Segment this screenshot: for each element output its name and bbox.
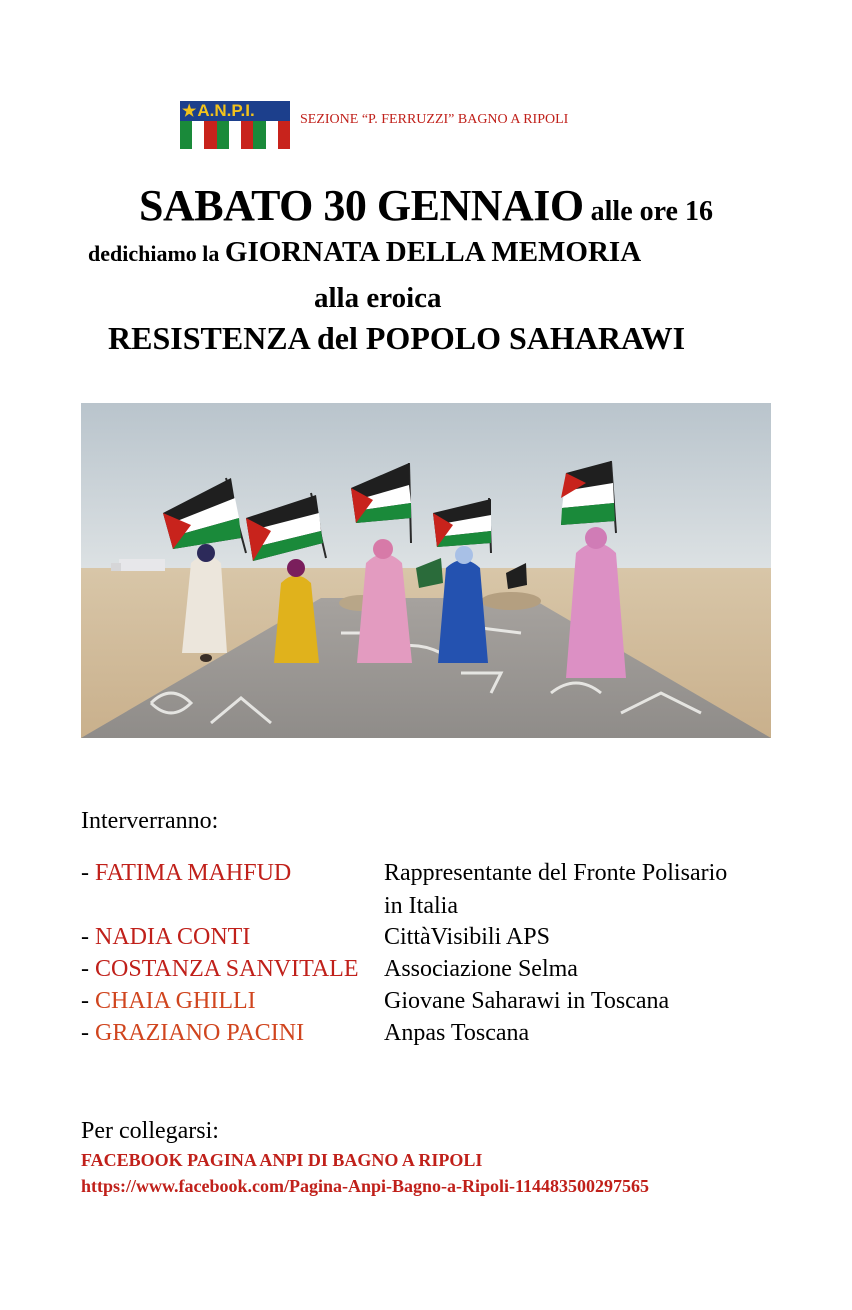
speaker-dash: - <box>81 860 95 886</box>
speaker-row <box>81 924 550 954</box>
section-title: SEZIONE “P. FERRUZZI” BAGNO A RIPOLI <box>300 112 569 127</box>
speaker-name: FATIMA MAHFUD <box>95 860 292 886</box>
logo-flag-stripes <box>180 121 290 149</box>
speakers-intro: Interverranno: <box>81 808 219 834</box>
speaker-row <box>81 860 728 890</box>
dedication-prefix: dedichiamo la <box>88 241 225 266</box>
event-date: SABATO 30 GENNAIO <box>139 181 584 230</box>
speaker-name: GRAZIANO PACINI <box>95 1020 305 1046</box>
speaker-role: CittàVisibili APS <box>384 924 550 950</box>
event-time: alle ore 16 <box>583 196 713 227</box>
headline-line4: RESISTENZA del POPOLO SAHARAWI <box>108 320 686 356</box>
speaker-role: Anpas Toscana <box>384 1020 530 1046</box>
speaker-name: NADIA CONTI <box>95 924 251 950</box>
connect-label: Per collegarsi: <box>81 1118 219 1144</box>
speaker-role: Giovane Saharawi in Toscana <box>384 988 670 1014</box>
event-photo <box>81 403 771 738</box>
speaker-role-line2: in Italia <box>384 893 458 919</box>
facebook-page-name: FACEBOOK PAGINA ANPI DI BAGNO A RIPOLI <box>81 1150 483 1170</box>
headline-dedication-line <box>88 236 641 269</box>
headline-date-line <box>0 180 852 231</box>
speaker-name: CHAIA GHILLI <box>95 988 256 1014</box>
star-icon: ★ <box>182 103 197 120</box>
logo-banner <box>180 101 290 121</box>
speaker-dash: - <box>81 956 95 982</box>
speaker-dash: - <box>81 988 95 1014</box>
headline-line3: alla eroica <box>314 282 442 314</box>
anpi-logo <box>180 101 290 149</box>
speaker-role: Rappresentante del Fronte Polisario <box>384 860 728 886</box>
speaker-row <box>81 988 670 1018</box>
speaker-name: COSTANZA SANVITALE <box>95 956 359 982</box>
facebook-link[interactable]: https://www.facebook.com/Pagina-Anpi-Bagno-a-Ripoli-114483500297565 <box>81 1176 650 1196</box>
logo-text: A.N.P.I. <box>197 101 255 120</box>
speaker-row <box>81 1020 530 1050</box>
speaker-dash: - <box>81 924 95 950</box>
memorial-day-title: GIORNATA DELLA MEMORIA <box>224 236 642 268</box>
speaker-dash: - <box>81 1020 95 1046</box>
speaker-row <box>81 956 578 986</box>
speaker-role: Associazione Selma <box>384 956 578 982</box>
